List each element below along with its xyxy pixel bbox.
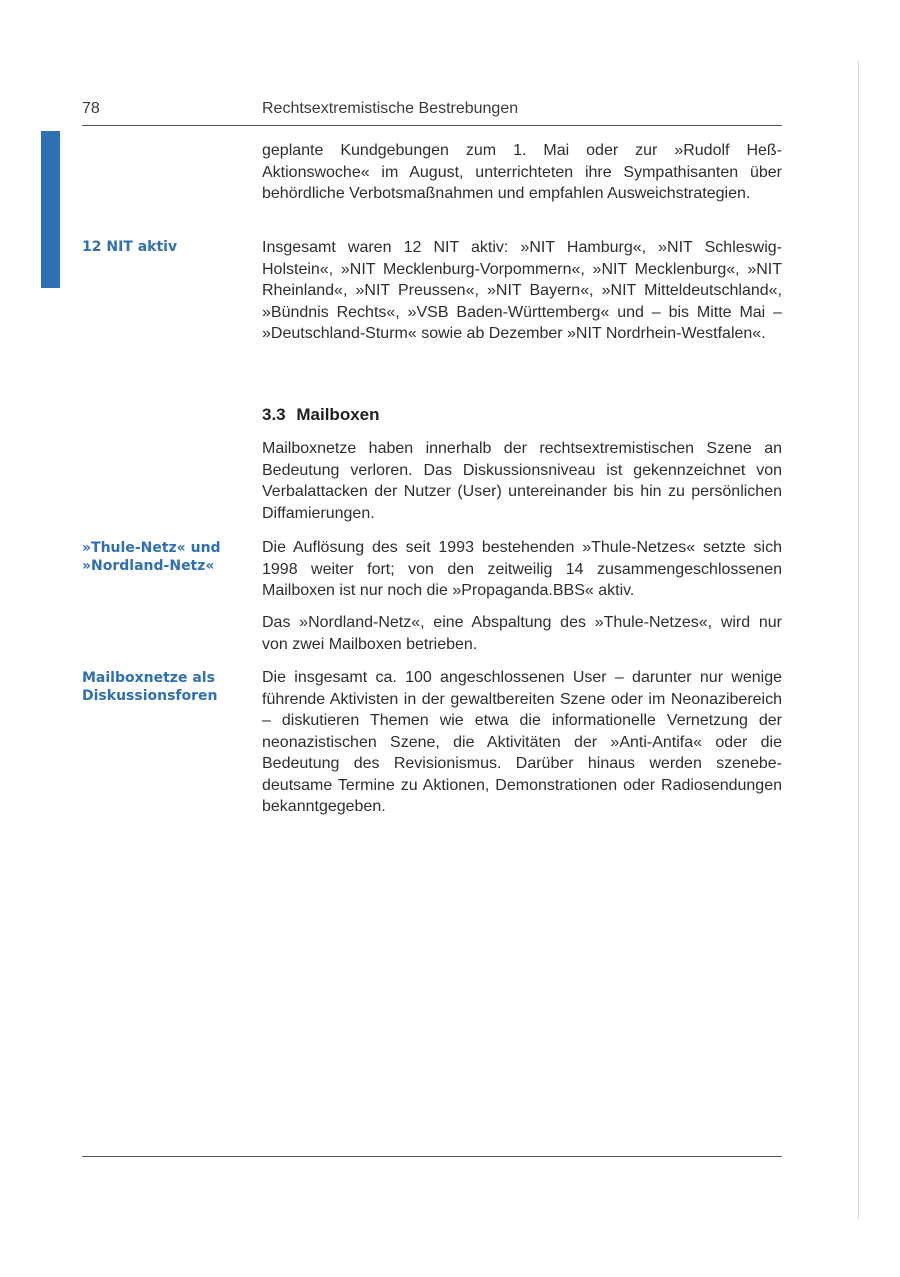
margin-note-nit-active-text: 12 NIT aktiv: [82, 239, 178, 255]
page-number: 78: [82, 100, 100, 117]
margin-note-nordland-line: »Nordland-Netz«: [82, 558, 215, 574]
paragraph-kundgebungen: geplante Kundgebungen zum 1. Mai oder zur »Rudolf Heß-Aktionswoche« im August, unterrichteten ihre Sympathisanten über behördliche Verbotsmaßnahmen und empfahlen Ausweichstrategien.: [262, 142, 782, 202]
chapter-side-tab: [41, 131, 60, 288]
margin-note-thule-line: »Thule-Netz« und: [82, 540, 221, 556]
paragraph-mailboxnetze: Mailboxnetze haben innerhalb der rechtsextremistischen Szene an Bedeutung verloren. Das Diskussionsniveau ist gekennzeichnet von Verbalattacken der Nutzer (User) untereinander bis hin zu persönlichen Diffamierungen.: [262, 440, 782, 522]
margin-note-thule-nordland: [82, 539, 242, 575]
section-title: Mailboxen: [296, 405, 380, 424]
margin-note-mailbox-forums: [82, 669, 242, 705]
margin-note-forums-line: Diskussionsforen: [82, 688, 218, 704]
page-edge-line: [858, 60, 859, 1220]
paragraph-user-themen: Die insgesamt ca. 100 angeschlossenen User – darunter nur wenige führende Aktivisten in der gewaltbereiten Szene oder im Neonazibereich – diskutieren Themen wie etwa die informationelle Vernetzung der neonazistischen Szene, die Aktivitäten der »Anti-Antifa« oder die Bedeutung des Revisionismus. Darüber hinaus werden szenebedeutsame Termine zu Aktionen, Demonstrationen oder Radiosendungen bekanntgegeben.: [262, 669, 782, 815]
paragraph-nordland-netz: Das »Nordland-Netz«, eine Abspaltung des »Thule-Netzes«, wird nur von zwei Mailboxen betrieben.: [262, 614, 782, 653]
margin-note-nit-active: [82, 238, 242, 256]
paragraph-nit-list: Insgesamt waren 12 NIT aktiv: »NIT Hamburg«, »NIT Schleswig-Holstein«, »NIT Mecklenburg-Vorpommern«, »NIT Mecklenburg«, »NIT Rheinland«, »NIT Preussen«, »NIT Bayern«, »NIT Mitteldeutschland«, »Bündnis Rechts«, »VSB Baden-Württemberg« und – bis Mitte Mai – »Deutschland-Sturm« sowie ab Dezember »NIT Nordrhein-Westfalen«.: [262, 239, 782, 342]
section-heading: [262, 405, 380, 425]
footer-rule: [82, 1156, 782, 1157]
running-header-title: Rechtsextremistische Bestrebungen: [262, 100, 519, 117]
header-rule: [82, 125, 782, 126]
margin-note-mailbox-line: Mailboxnetze als: [82, 670, 215, 686]
paragraph-thule-netz: Die Auflösung des seit 1993 bestehenden »Thule-Netzes« setzte sich 1998 weiter fort; von den zeitweilig 14 zusammengeschlossenen Mailboxen ist nur noch die »Propaganda.BBS« aktiv.: [262, 539, 782, 599]
section-number: 3.3: [262, 405, 286, 424]
